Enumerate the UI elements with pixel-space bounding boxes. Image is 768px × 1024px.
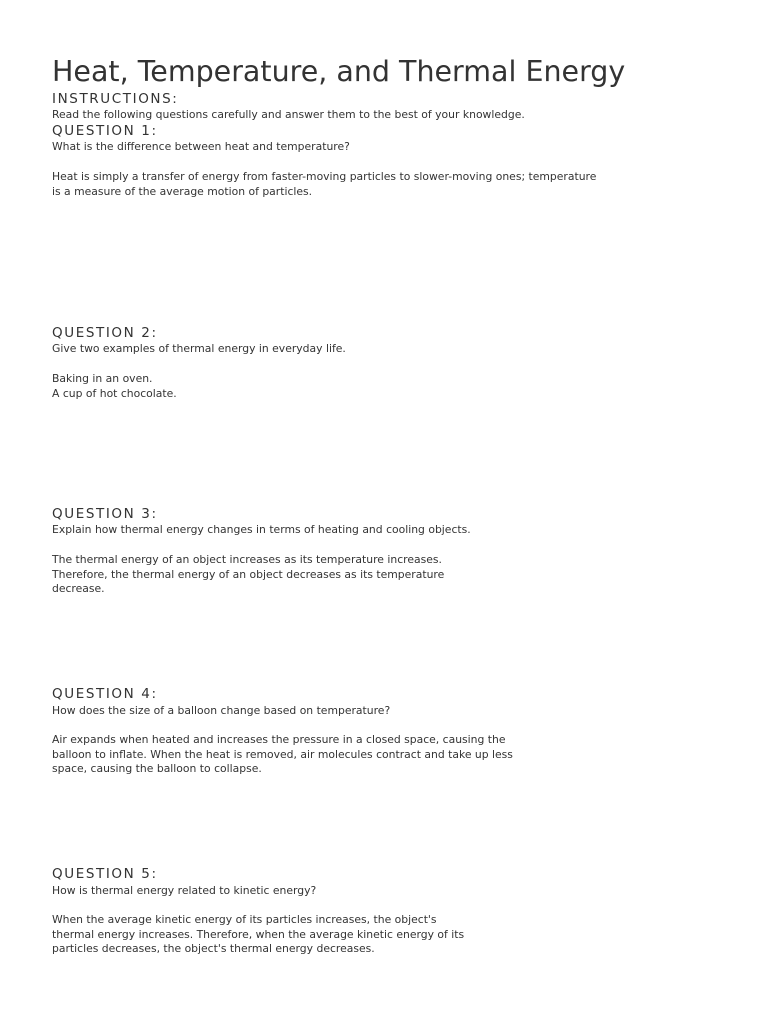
answer-line: decrease. (52, 582, 105, 596)
question-4-label: QUESTION 4: (52, 686, 158, 702)
question-4-answer (52, 733, 513, 777)
instructions-label: INSTRUCTIONS: (52, 91, 179, 107)
answer-line: balloon to inflate. When the heat is removed, air molecules contract and take up less (52, 747, 513, 761)
answer-line: Therefore, the thermal energy of an object decreases as its temperature (52, 567, 445, 581)
question-2-label: QUESTION 2: (52, 325, 158, 341)
question-5-text: How is thermal energy related to kinetic energy? (52, 884, 317, 897)
answer-line: Heat is simply a transfer of energy from faster-moving particles to slower-moving ones; temperature (52, 170, 597, 183)
answer-line: thermal energy increases. Therefore, when the average kinetic energy of its (52, 927, 465, 941)
answer-line: is a measure of the average motion of particles. (52, 184, 313, 198)
question-3-text: Explain how thermal energy changes in terms of heating and cooling objects. (52, 523, 471, 536)
question-1-answer (52, 170, 596, 199)
instructions-text: Read the following questions carefully and answer them to the best of your knowledge. (52, 108, 525, 121)
question-5-label: QUESTION 5: (52, 866, 158, 882)
answer-line: Baking in an oven. (52, 372, 153, 385)
question-1-label: QUESTION 1: (52, 123, 158, 139)
question-2-text: Give two examples of thermal energy in everyday life. (52, 342, 346, 355)
question-5-answer (52, 913, 464, 957)
answer-line: space, causing the balloon to collapse. (52, 762, 262, 776)
question-2-answer (52, 372, 177, 401)
question-4-text: How does the size of a balloon change based on temperature? (52, 704, 391, 717)
answer-line: When the average kinetic energy of its particles increases, the object's (52, 913, 437, 926)
question-3-label: QUESTION 3: (52, 506, 158, 522)
question-1-text: What is the difference between heat and temperature? (52, 140, 350, 153)
page-title: Heat, Temperature, and Thermal Energy (52, 55, 626, 88)
answer-line: A cup of hot chocolate. (52, 386, 177, 400)
answer-line: particles decreases, the object's thermal energy decreases. (52, 942, 375, 956)
answer-line: The thermal energy of an object increases as its temperature increases. (52, 553, 442, 566)
question-3-answer (52, 553, 444, 597)
answer-line: Air expands when heated and increases the pressure in a closed space, causing the (52, 733, 506, 746)
